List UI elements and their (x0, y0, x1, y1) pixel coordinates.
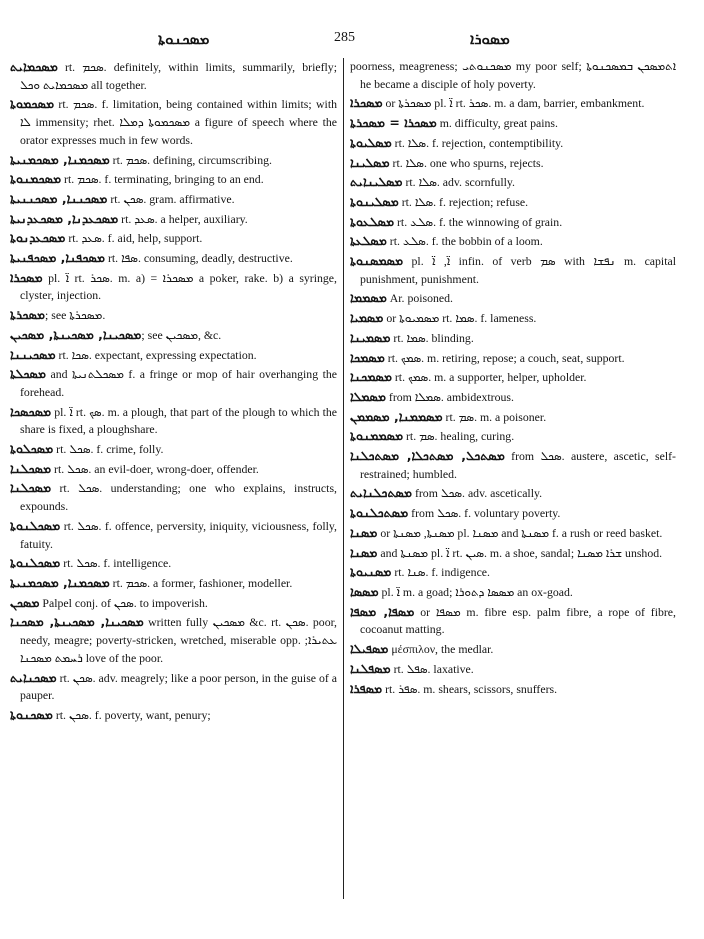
entry-headword: ܡܣܟܢ (10, 594, 40, 610)
dictionary-entry (10, 554, 337, 573)
entry-text: rt. ܣܟܡ. f. limitation, being contained within limits; with ܠܐ immensity; rhet. ܡܣܟܡܘܬܐ ܕܡܠܐ a figure of speech where the orator expresses much in few words. (20, 97, 337, 147)
entry-text: rt. ܣܟܠ. f. offence, perversity, iniquity, viciousness, folly, fatuity. (20, 518, 337, 551)
entry-headword: ܡܣܡܡܢܐ, ܡܣܡܡܢ (350, 408, 443, 424)
dictionary-entry (350, 660, 676, 679)
entry-headword: ܡܣܟܝܢܐ, ܡܣܟܝܢܬܐ, ܡܣܟܢܐ (10, 614, 144, 630)
dictionary-entry (350, 484, 676, 503)
dictionary-entry (10, 669, 337, 705)
running-head-left: ܡܣܟܢܘܬܐ (158, 30, 210, 48)
entry-headword: ܡܣܟܦܢܐ, ܡܣܟܦܢܝܬܐ (10, 250, 105, 266)
entry-text: from ܣܟܠ. adv. ascetically. (412, 486, 543, 501)
entry-text: rt. ܣܥܕ. f. aid, help, support. (65, 231, 203, 246)
entry-text: μέσπιλον, the medlar. (388, 642, 494, 657)
dictionary-entry (350, 427, 676, 446)
entry-text: written fully ܡܣܟܝܢ &c. rt. ܣܟܢ. poor, needy, meagre; poverty-stricken, wretched, miserable opp. ܥܬܝܪܐ; ܪܚܡܬ ܡܣܟܢܐ love of the poor. (20, 615, 338, 665)
entry-text: rt. ܣܦܐ. consuming, deadly, destructive. (105, 251, 293, 266)
dictionary-entry (350, 640, 676, 659)
dictionary-entry (10, 95, 337, 149)
dictionary-entry (350, 94, 676, 113)
entry-text: rt. ܣܟܠ. f. crime, folly. (53, 442, 164, 457)
entry-headword: ܡܣܡܝܐ (350, 310, 384, 326)
entry-text: rt. ܣܦܪ. m. shears, scissors, snuffers. (382, 681, 558, 696)
right-column (350, 58, 676, 699)
dictionary-entry (10, 210, 337, 229)
entry-headword: ܡܣܢܐ (350, 524, 378, 540)
entry-text: and ܡܣܟܠܬܢܝܬܐ f. a fringe or mop of hair overhanging the forehead. (20, 367, 337, 399)
entry-text: from ܣܟܠ. f. voluntary poverty. (408, 506, 561, 521)
dictionary-entry (10, 58, 337, 94)
entry-text: rt. ܣܟܢ. f. poverty, want, penury; (52, 707, 211, 722)
entry-text: rt. ܣܟܠ. an evil-doer, wrong-doer, offender. (51, 461, 259, 476)
entry-headword: ܡܣܟܠܢܘܬܐ (10, 555, 61, 571)
entry-text: rt. ܣܠܐ. one who spurns, rejects. (389, 155, 544, 170)
dictionary-entry (10, 613, 337, 667)
dictionary-entry (10, 440, 337, 459)
dictionary-entry (10, 346, 337, 365)
dictionary-entry (10, 517, 337, 553)
entry-text: rt. ܣܡ. m. a poisoner. (442, 409, 547, 424)
dictionary-entry (10, 574, 337, 593)
entry-text: rt. ܣܡܟ. m. retiring, repose; a couch, seat, support. (384, 350, 625, 365)
entry-text: rt. ܣܟܠ. understanding; one who explains, instructs, expounds. (20, 481, 337, 514)
entry-text: or ܡܣܟܪܬܐ pl. ܐ̈ rt. ܣܟܪ. m. a dam, barrier, embankment. (382, 96, 645, 111)
entry-headword: ܡܣܟܥܕܢܐ, ܡܣܟܥܕܢܝܬܐ (10, 210, 119, 226)
entry-text: Ar. poisoned. (386, 291, 453, 306)
entry-headword: ܡܣܠܝܢܐܝܬ (350, 174, 403, 190)
entry-text: rt. ܣܟܡ. definitely, within limits, summarily, briefly; ܡܣܟܡܐܝܬ ܘܟܠ all together. (20, 60, 337, 92)
entry-headword: ܡܣܠܥܘܬܐ (350, 213, 395, 229)
entry-headword: ܡܣܟܡܢܐ, ܡܣܟܡܢܝܬܐ (10, 151, 110, 167)
dictionary-entry (350, 447, 676, 483)
entry-text: rt. ܣܟܢ. gram. affirmative. (107, 191, 235, 206)
dictionary-entry (10, 269, 337, 305)
running-head-right: ܡܣܘܪܐ (470, 30, 510, 48)
dictionary-entry (350, 524, 676, 543)
entry-headword: ܡܣܦܪܐ (350, 680, 383, 696)
entry-headword: ܡܣܟܠܢܐ (10, 480, 52, 496)
dictionary-entry (350, 563, 676, 582)
entry-headword: ܡܣܟܢܢܐ, ܡܣܟܢܢܝܬܐ (10, 190, 108, 206)
entry-text: pl. ܐ̈ rt. ܣܟ. m. a plough, that part of the plough to which the share is fixed, a ploughshare. (20, 404, 338, 437)
entry-headword: ܡܣܟܝܢܐ, ܡܣܟܝܢܬܐ, ܡܣܟܝܢ (10, 326, 142, 342)
entry-text: or ܡܣܢܬܐ, ܡܣܢܬܐ pl. ܡܣܢܐ and ܡܣܢܬܐ f. a rush or reed basket. (377, 525, 663, 540)
entry-text: m. difficulty, great pains. (436, 116, 558, 131)
entry-text: pl. ܐ̈, ܐ̈ infin. of verb ܣܡ with ܢܦܫܐ m. capital punishment, punishment. (360, 254, 677, 286)
entry-headword: ܡܣܢܐ (350, 544, 378, 560)
dictionary-entry (350, 213, 676, 232)
entry-headword: ܡܣܟܠܬܐ (10, 366, 46, 382)
dictionary-entry (350, 329, 676, 348)
entry-text: rt. ܣܟܠ. f. intelligence. (60, 556, 172, 571)
entry-text: pl. ܐ̈ rt. ܣܟܪ. m. a) = ܡܣܟܪܐ a poker, rake. b) a syringe, clyster, injection. (20, 270, 337, 303)
entry-text: rt. ܣܠܥ. f. the winnowing of grain. (394, 214, 563, 229)
entry-headword: ܡܣܠܝܘܬܐ (350, 134, 392, 150)
entry-headword: ܡܣܠܝܢܘܬܐ (350, 193, 399, 209)
entry-headword: ܡܣܡܝܢܐ (350, 329, 391, 345)
entry-text: or ܡܣܡܝܘܬܐ rt. ܣܡܐ. f. lameness. (383, 311, 537, 326)
entry-text: rt. ܣܟܢ. adv. meagrely; like a poor person, in the guise of a pauper. (20, 670, 337, 703)
entry-headword: ܡܣܡܠܐ (350, 388, 386, 404)
dictionary-entry (10, 151, 337, 170)
entry-headword: ܡܣܡܡܐ (350, 290, 387, 306)
entry-headword: ܡܣܟܪܐ = ܡܣܟܪܬܐ (350, 115, 437, 131)
dictionary-entry (350, 603, 676, 639)
entry-headword: ܡܣܦܐ, ܡܣܦܐ (350, 603, 415, 619)
entry-headword: ܡܣܟܠܢܐ (10, 460, 52, 476)
page-number: 285 (334, 30, 355, 45)
entry-headword: ܡܣܟܡܢܐ, ܡܣܟܡܢܝܬܐ (10, 574, 110, 590)
entry-text: rt. ܣܠܐ. f. rejection; refuse. (398, 194, 529, 209)
dictionary-entry (10, 249, 337, 268)
entry-text: rt. ܣܠܐ. adv. scornfully. (402, 175, 515, 190)
entry-headword: ܡܣܬܟܠܢܘܬܐ (350, 505, 409, 521)
dictionary-entry (350, 504, 676, 523)
entry-text: ; see ܡܣܟܝܢ, &c. (141, 327, 222, 342)
dictionary-entry (350, 544, 676, 563)
dictionary-entry (350, 349, 676, 368)
entry-headword: ܡܣܟܪܐ (10, 269, 43, 285)
dictionary-entry (350, 252, 676, 288)
entry-headword: ܡܣܢܝܘܬܐ (350, 564, 392, 580)
entry-headword: ܡܣܟܪܐ (350, 95, 383, 111)
dictionary-entry (350, 583, 676, 602)
entry-text: pl. ܐ̈ m. a goad; ܡܣܣܐ ܕܬܘܪܐ an ox-goad. (378, 584, 573, 599)
entry-headword: ܡܣܟܠܢܘܬܐ (10, 517, 61, 533)
dictionary-entry (350, 134, 676, 153)
entry-text: rt. ܣܦܠ. laxative. (390, 661, 474, 676)
entry-headword: ܡܣܟܠܘܬܐ (10, 441, 54, 457)
entry-headword: ܡܣܟܢܐܝܬ (10, 669, 57, 685)
column-divider (343, 58, 344, 899)
entry-headword: ܡܣܟܝܢܢܐ (10, 346, 56, 362)
entry-headword: ܡܣܡܟܐ (350, 349, 385, 365)
entry-headword: ܡܣܡܣܢܘܬܐ (350, 253, 404, 269)
dictionary-entry (10, 403, 337, 439)
entry-text: rt. ܣܟܡ. a former, fashioner, modeller. (109, 575, 293, 590)
entry-headword: ܡܣܟܡܢܘܬܐ (10, 171, 62, 187)
dictionary-entry (10, 190, 337, 209)
dictionary-entry (350, 193, 676, 212)
dictionary-entry (10, 306, 337, 325)
entry-text: ; see ܡܣܟܪܬܐ. (45, 308, 106, 323)
dictionary-entry (350, 58, 676, 93)
dictionary-entry (10, 365, 337, 401)
entry-headword: ܡܣܠܝܢܐ (350, 154, 390, 170)
entry-text: and ܡܣܢܬܐ pl. ܐ̈ rt. ܣܝܢ. m. a shoe, sandal; ܫܪܐ ܡܣܢܐ unshod. (377, 545, 663, 560)
dictionary-entry (350, 309, 676, 328)
dictionary-entry (350, 408, 676, 427)
dictionary-entry (350, 680, 676, 699)
entry-headword: ܡܣܠܥܬܐ (350, 233, 387, 249)
dictionary-entry (350, 173, 676, 192)
dictionary-entry (10, 170, 337, 189)
entry-headword: ܡܣܦܝܠܐ (350, 641, 389, 657)
entry-text: poorness, meagreness; ܡܣܟܢܘܬܝ my poor self; ܐܬܡܣܟܢ ܒܡܣܟܢܘܬܐ he became a disciple of holy poverty. (350, 59, 677, 91)
entry-headword: ܡܣܟܪܬܐ (10, 307, 46, 323)
entry-headword: ܡܣܦܠܢܐ (350, 660, 391, 676)
entry-text: rt. ܣܥܕ. a helper, auxiliary. (118, 211, 248, 226)
entry-text: rt. ܣܟܡ. f. terminating, bringing to an end. (61, 172, 264, 187)
entry-text: from ܣܡܠܐ. ambidextrous. (385, 389, 514, 404)
dictionary-entry (350, 114, 676, 133)
dictionary-entry (10, 706, 337, 725)
entry-headword: ܡܣܟܡܘܬܐ (10, 96, 55, 112)
entry-headword: ܡܣܟܡܐܝܬ (10, 59, 58, 74)
entry-text: rt. ܣܢܐ. f. indigence. (391, 565, 490, 580)
dictionary-entry (10, 479, 337, 515)
entry-text: or ܡܣܦܐ m. fibre esp. palm fibre, a rope of fibre, cocoanut matting. (360, 604, 676, 637)
entry-headword: ܡܣܡܡܢܘܬܐ (350, 428, 404, 444)
entry-text: rt. ܣܟܡ. defining, circumscribing. (109, 152, 272, 167)
dictionary-entry (10, 460, 337, 479)
entry-text: Palpel conj. of ܣܟܢ. to impoverish. (39, 595, 208, 610)
entry-headword: ܡܣܬܟܠܢܐܝܬ (350, 485, 412, 501)
entry-text: rt. ܣܟܐ. expectant, expressing expectation. (55, 347, 257, 362)
entry-text: rt. ܣܡܐ. blinding. (390, 330, 474, 345)
dictionary-entry (350, 368, 676, 387)
entry-headword: ܡܣܬܟܠ, ܡܣܬܟܠܐ, ܡܣܬܟܠܢܐ (350, 448, 505, 464)
left-column (10, 58, 337, 726)
entry-text: rt. ܣܡܟ. m. a supporter, helper, upholder. (391, 370, 587, 385)
entry-headword: ܡܣܣܐ (350, 583, 379, 599)
entry-text: rt. ܣܠܥ. f. the bobbin of a loom. (386, 234, 543, 249)
entry-text: rt. ܣܡ. healing, curing. (403, 429, 515, 444)
dictionary-entry (350, 289, 676, 308)
entry-headword: ܡܣܡܟܢܐ (350, 369, 392, 385)
dictionary-entry (350, 232, 676, 251)
dictionary-entry (350, 388, 676, 407)
dictionary-entry (350, 154, 676, 173)
entry-headword: ܡܣܟܢܘܬܐ (10, 706, 53, 722)
dictionary-entry (10, 326, 337, 345)
dictionary-entry (10, 594, 337, 613)
entry-text: rt. ܣܠܐ. f. rejection, contemptibility. (391, 135, 564, 150)
dictionary-entry (10, 229, 337, 248)
entry-text: from ܣܟܠ. austere, ascetic, self-restrained; humbled. (360, 449, 676, 481)
entry-headword: ܡܣܟܥܕܢܘܬܐ (10, 230, 66, 246)
entry-headword: ܡܣܟܣܟܐ (10, 403, 52, 419)
